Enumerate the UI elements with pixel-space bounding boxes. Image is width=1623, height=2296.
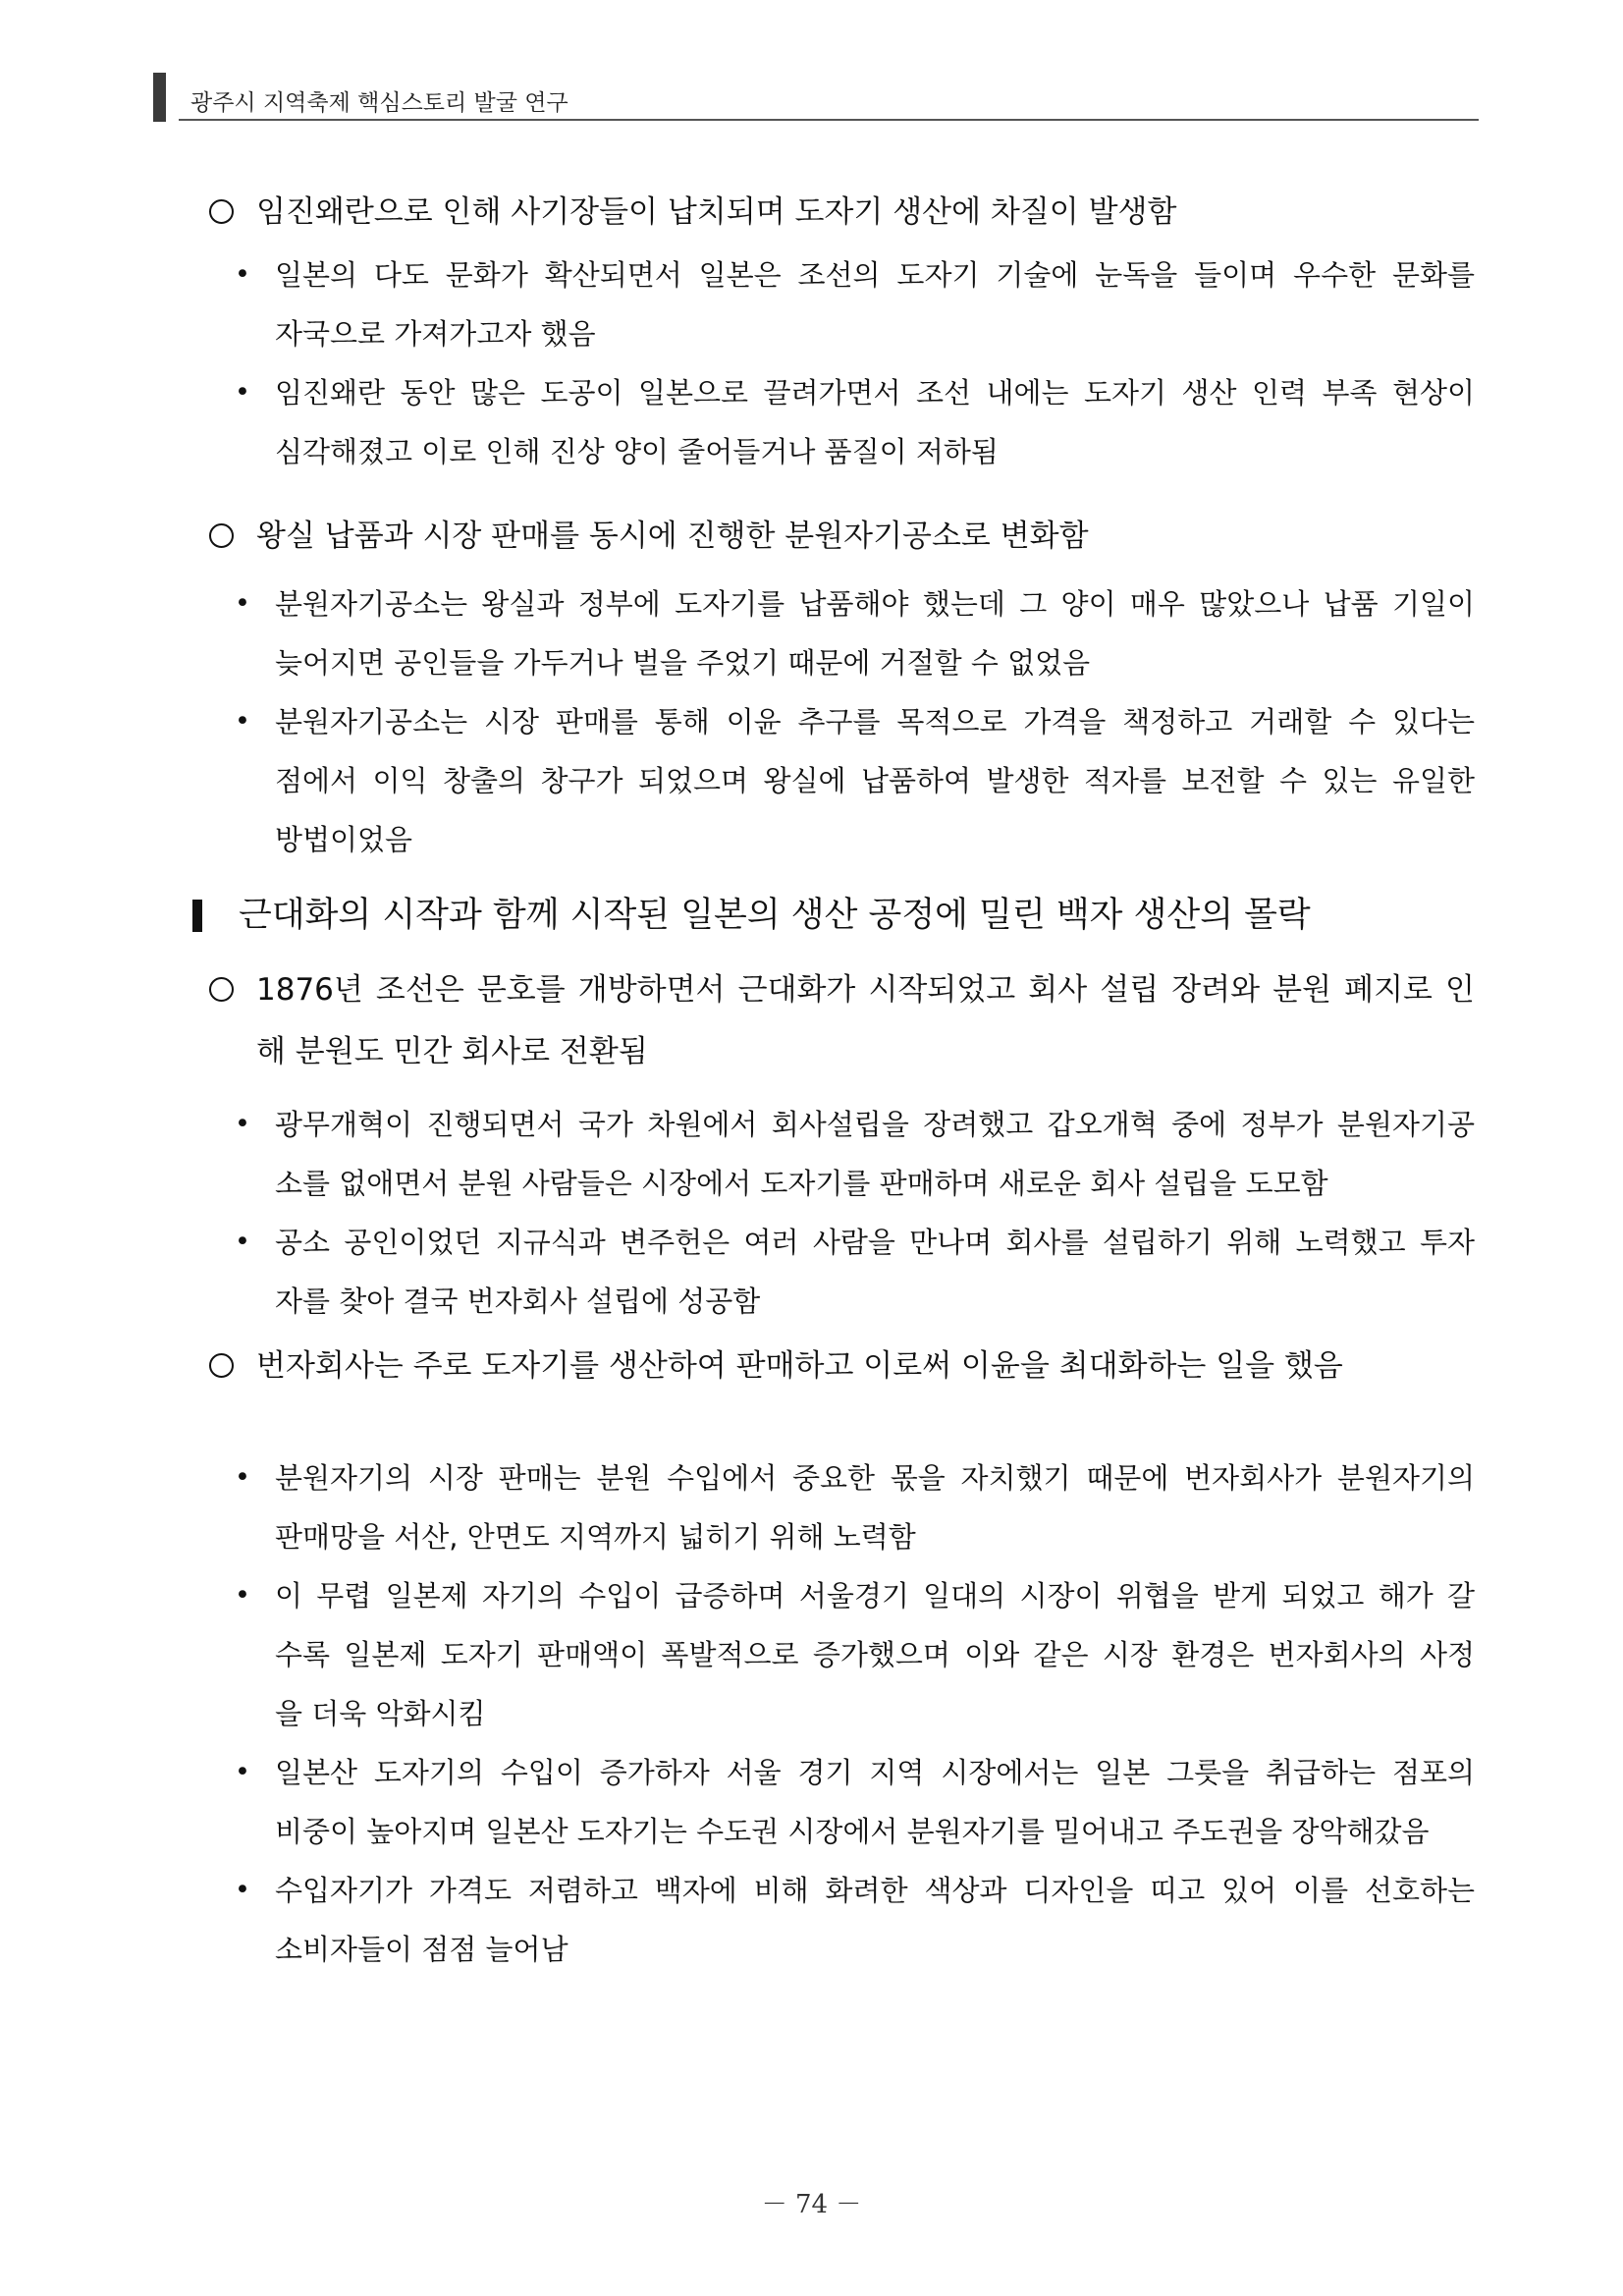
bullet-item-line: 공소 공인이었던 지규식과 변주헌은 여러 사람을 만나며 회사를 설립하기 위해 노력했고 투자: [275, 1226, 1475, 1259]
bullet-dot-icon: •: [235, 588, 250, 619]
bullet-item-line: 임진왜란 동안 많은 도공이 일본으로 끌려가면서 조선 내에는 도자기 생산 인력 부족 현상이: [275, 376, 1475, 410]
bullet-dot-icon: •: [235, 259, 250, 290]
bullet-item-line: 일본의 다도 문화가 확산되면서 일본은 조선의 도자기 기술에 눈독을 들이며 우수한 문화를: [275, 258, 1475, 292]
circle-bullet-icon: [209, 1353, 234, 1378]
bullet-dot-icon: •: [235, 1109, 250, 1139]
circle-item-line: 번자회사는 주로 도자기를 생산하여 판매하고 이로써 이윤을 최대화하는 일을 했음: [256, 1348, 1343, 1384]
bullet-dot-icon: •: [235, 1580, 250, 1611]
bullet-item-line: 비중이 높아지며 일본산 도자기는 수도권 시장에서 분원자기를 밀어내고 주도권을 장악해갔음: [275, 1815, 1430, 1848]
bullet-item-line: 자국으로 가져가고자 했음: [275, 317, 596, 351]
bullet-dot-icon: •: [235, 377, 250, 408]
circle-bullet-icon: [209, 199, 234, 224]
bullet-dot-icon: •: [235, 1462, 250, 1493]
bullet-item-line: 방법이었음: [275, 823, 413, 856]
circle-item-line: 해 분원도 민간 회사로 전환됨: [256, 1034, 648, 1069]
bullet-item-line: 점에서 이익 창출의 창구가 되었으며 왕실에 납품하여 발생한 적자를 보전할 수 있는 유일한: [275, 764, 1475, 797]
bullet-item-line: 일본산 도자기의 수입이 증가하자 서울 경기 지역 시장에서는 일본 그릇을 취급하는 점포의: [275, 1756, 1475, 1789]
bullet-item-line: 소를 없애면서 분원 사람들은 시장에서 도자기를 판매하며 새로운 회사 설립을 도모함: [275, 1167, 1328, 1200]
section-marker-icon: [192, 900, 202, 932]
bullet-dot-icon: •: [235, 706, 250, 737]
bullet-dot-icon: •: [235, 1875, 250, 1905]
header-title: 광주시 지역축제 핵심스토리 발굴 연구: [190, 90, 568, 116]
bullet-item-line: 소비자들이 점점 늘어남: [275, 1933, 568, 1966]
bullet-item-line: 수입자기가 가격도 저렴하고 백자에 비해 화려한 색상과 디자인을 띠고 있어 이를 선호하는: [275, 1874, 1475, 1907]
bullet-item-line: 을 더욱 악화시킴: [275, 1697, 486, 1730]
circle-bullet-icon: [209, 523, 234, 548]
circle-bullet-icon: [209, 977, 234, 1002]
bullet-item-line: 분원자기의 시장 판매는 분원 수입에서 중요한 몫을 자치했기 때문에 번자회사가 분원자기의: [275, 1461, 1475, 1495]
section-heading: 근대화의 시작과 함께 시작된 일본의 생산 공정에 밀린 백자 생산의 몰락: [239, 896, 1311, 935]
bullet-item-line: 자를 찾아 결국 번자회사 설립에 성공함: [275, 1285, 761, 1318]
bullet-item-line: 광무개혁이 진행되면서 국가 차원에서 회사설립을 장려했고 갑오개혁 중에 정부가 분원자기공: [275, 1108, 1475, 1141]
bullet-item-line: 늦어지면 공인들을 가두거나 벌을 주었기 때문에 거절할 수 없었음: [275, 646, 1091, 680]
bullet-item-line: 이 무렵 일본제 자기의 수입이 급증하며 서울경기 일대의 시장이 위협을 받게 되었고 해가 갈: [275, 1579, 1475, 1613]
bullet-item-line: 심각해졌고 이로 인해 진상 양이 줄어들거나 품질이 저하됨: [275, 435, 999, 468]
bullet-item-line: 수록 일본제 도자기 판매액이 폭발적으로 증가했으며 이와 같은 시장 환경은 번자회사의 사정: [275, 1638, 1475, 1671]
circle-item-line: 왕실 납품과 시장 판매를 동시에 진행한 분원자기공소로 변화함: [256, 519, 1089, 554]
bullet-dot-icon: •: [235, 1757, 250, 1787]
bullet-item-line: 판매망을 서산, 안면도 지역까지 넓히기 위해 노력함: [275, 1520, 916, 1554]
bullet-item-line: 분원자기공소는 왕실과 정부에 도자기를 납품해야 했는데 그 양이 매우 많았으나 납품 기일이: [275, 587, 1475, 621]
circle-item-line: 임진왜란으로 인해 사기장들이 납치되며 도자기 생산에 차질이 발생함: [256, 194, 1177, 230]
bullet-item-line: 분원자기공소는 시장 판매를 통해 이윤 추구를 목적으로 가격을 책정하고 거래할 수 있다는: [275, 705, 1475, 738]
page-number: － 74 －: [761, 2190, 862, 2219]
bullet-dot-icon: •: [235, 1227, 250, 1257]
circle-item-line: 1876년 조선은 문호를 개방하면서 근대화가 시작되었고 회사 설립 장려와 분원 폐지로 인: [256, 972, 1475, 1008]
